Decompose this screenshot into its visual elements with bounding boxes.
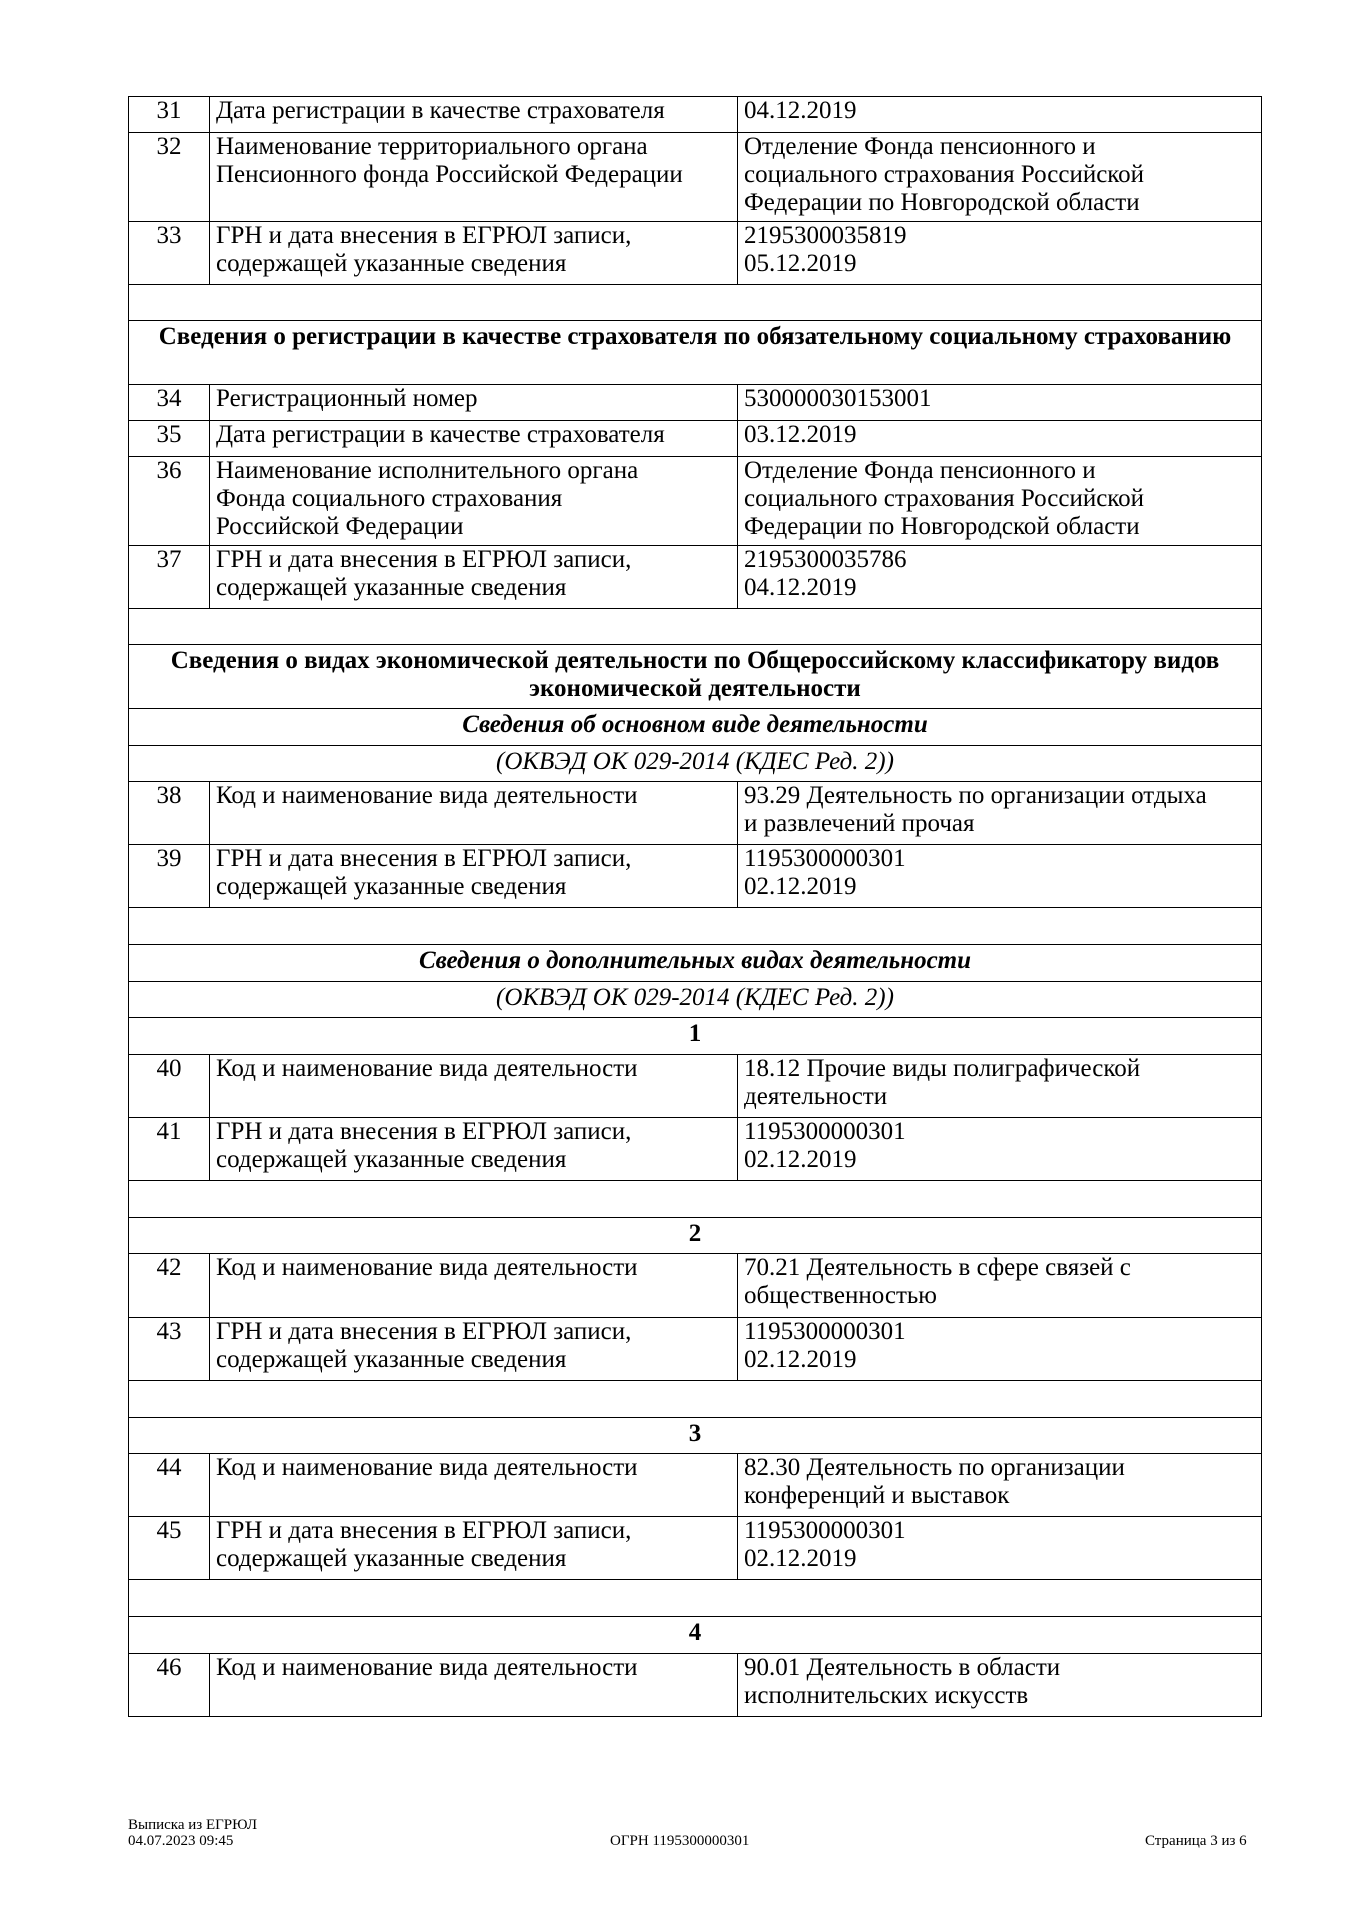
spacer-cell [129, 1580, 1262, 1617]
spacer-cell [129, 908, 1262, 945]
row-number: 34 [129, 385, 210, 421]
section-header-row [129, 1018, 1262, 1055]
field-value: 1195300000301 02.12.2019 [738, 1318, 1262, 1381]
table-row [129, 782, 1262, 845]
table-row [129, 457, 1262, 546]
section-header: 2 [129, 1218, 1262, 1254]
row-number: 33 [129, 222, 210, 285]
field-label: Код и наименование вида деятельности [210, 1055, 738, 1118]
table-row [129, 222, 1262, 285]
row-number: 42 [129, 1254, 210, 1318]
section-header: Сведения о видах экономической деятельности по Общероссийскому классификатору видов экономической деятельности [129, 645, 1262, 709]
field-label: Код и наименование вида деятельности [210, 1654, 738, 1717]
section-header: Сведения об основном виде деятельности [129, 709, 1262, 746]
table-row [129, 845, 1262, 908]
footer-doc-title: Выписка из ЕГРЮЛ [128, 1817, 257, 1833]
section-header-row [129, 746, 1262, 782]
spacer-row [129, 1181, 1262, 1218]
row-number: 37 [129, 546, 210, 609]
table-row [129, 421, 1262, 457]
table-row [129, 1654, 1262, 1717]
field-value: 1195300000301 02.12.2019 [738, 845, 1262, 908]
section-header-row [129, 645, 1262, 709]
field-value: 04.12.2019 [738, 97, 1262, 133]
field-value: Отделение Фонда пенсионного и социального страхования Российской Федерации по Новгородской области [738, 457, 1262, 546]
spacer-cell [129, 609, 1262, 645]
table-row [129, 1055, 1262, 1118]
field-value: 2195300035786 04.12.2019 [738, 546, 1262, 609]
row-number: 43 [129, 1318, 210, 1381]
footer-page-number: Страница 3 из 6 [1145, 1833, 1247, 1849]
spacer-cell [129, 1381, 1262, 1418]
footer-datetime: 04.07.2023 09:45 [128, 1833, 234, 1849]
section-header-row [129, 1418, 1262, 1454]
egrul-extract-table [128, 96, 1262, 1717]
field-label: ГРН и дата внесения в ЕГРЮЛ записи, содержащей указанные сведения [210, 546, 738, 609]
field-label: ГРН и дата внесения в ЕГРЮЛ записи, содержащей указанные сведения [210, 1517, 738, 1580]
table-row [129, 1118, 1262, 1181]
section-header-row [129, 982, 1262, 1018]
row-number: 36 [129, 457, 210, 546]
spacer-row [129, 908, 1262, 945]
row-number: 39 [129, 845, 210, 908]
footer-ogrn: ОГРН 1195300000301 [610, 1833, 750, 1849]
row-number: 45 [129, 1517, 210, 1580]
row-number: 35 [129, 421, 210, 457]
field-value: 18.12 Прочие виды полиграфической деятельности [738, 1055, 1262, 1118]
field-label: Наименование территориального органа Пенсионного фонда Российской Федерации [210, 133, 738, 222]
table-row [129, 385, 1262, 421]
field-value: 93.29 Деятельность по организации отдыха и развлечений прочая [738, 782, 1262, 845]
spacer-cell [129, 1181, 1262, 1218]
table-row [129, 1517, 1262, 1580]
spacer-row [129, 1580, 1262, 1617]
row-number: 41 [129, 1118, 210, 1181]
section-header: (ОКВЭД ОК 029-2014 (КДЕС Ред. 2)) [129, 982, 1262, 1018]
section-header-row [129, 709, 1262, 746]
table-body [129, 97, 1262, 1717]
field-label: Код и наименование вида деятельности [210, 1454, 738, 1517]
field-label: Код и наименование вида деятельности [210, 782, 738, 845]
section-header: (ОКВЭД ОК 029-2014 (КДЕС Ред. 2)) [129, 746, 1262, 782]
table-row [129, 97, 1262, 133]
field-value: 70.21 Деятельность в сфере связей с общественностью [738, 1254, 1262, 1318]
field-label: Код и наименование вида деятельности [210, 1254, 738, 1318]
field-value: 530000030153001 [738, 385, 1262, 421]
field-label: ГРН и дата внесения в ЕГРЮЛ записи, содержащей указанные сведения [210, 1118, 738, 1181]
field-value: 2195300035819 05.12.2019 [738, 222, 1262, 285]
field-value: 90.01 Деятельность в области исполнительских искусств [738, 1654, 1262, 1717]
field-value: 03.12.2019 [738, 421, 1262, 457]
section-header-row [129, 945, 1262, 982]
row-number: 44 [129, 1454, 210, 1517]
field-label: ГРН и дата внесения в ЕГРЮЛ записи, содержащей указанные сведения [210, 222, 738, 285]
section-header: Сведения о регистрации в качестве страхователя по обязательному социальному страхованию [129, 321, 1262, 385]
field-label: Дата регистрации в качестве страхователя [210, 97, 738, 133]
table-row [129, 1318, 1262, 1381]
field-label: Дата регистрации в качестве страхователя [210, 421, 738, 457]
spacer-row [129, 1381, 1262, 1418]
section-header: 1 [129, 1018, 1262, 1055]
table-row [129, 1454, 1262, 1517]
table-row [129, 1254, 1262, 1318]
section-header: Сведения о дополнительных видах деятельности [129, 945, 1262, 982]
row-number: 38 [129, 782, 210, 845]
spacer-cell [129, 285, 1262, 321]
spacer-row [129, 285, 1262, 321]
section-header: 3 [129, 1418, 1262, 1454]
section-header-row [129, 1218, 1262, 1254]
field-value: 1195300000301 02.12.2019 [738, 1517, 1262, 1580]
row-number: 40 [129, 1055, 210, 1118]
field-label: Регистрационный номер [210, 385, 738, 421]
spacer-row [129, 609, 1262, 645]
row-number: 32 [129, 133, 210, 222]
field-label: ГРН и дата внесения в ЕГРЮЛ записи, содержащей указанные сведения [210, 845, 738, 908]
field-value: 82.30 Деятельность по организации конференций и выставок [738, 1454, 1262, 1517]
table-row [129, 546, 1262, 609]
field-label: ГРН и дата внесения в ЕГРЮЛ записи, содержащей указанные сведения [210, 1318, 738, 1381]
field-value: 1195300000301 02.12.2019 [738, 1118, 1262, 1181]
field-label: Наименование исполнительного органа Фонда социального страхования Российской Федерации [210, 457, 738, 546]
section-header: 4 [129, 1617, 1262, 1654]
row-number: 46 [129, 1654, 210, 1717]
footer-left [128, 1817, 257, 1849]
row-number: 31 [129, 97, 210, 133]
section-header-row [129, 321, 1262, 385]
field-value: Отделение Фонда пенсионного и социального страхования Российской Федерации по Новгородской области [738, 133, 1262, 222]
section-header-row [129, 1617, 1262, 1654]
table-row [129, 133, 1262, 222]
